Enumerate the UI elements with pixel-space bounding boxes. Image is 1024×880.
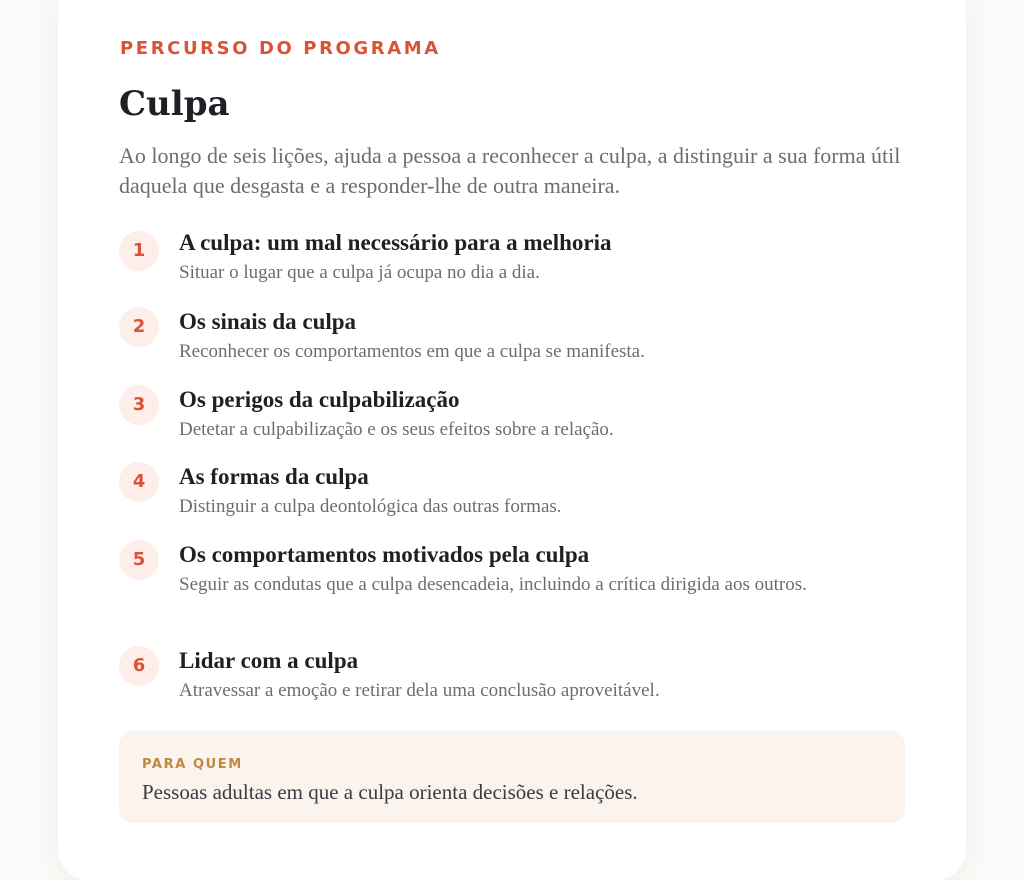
lesson-title: A culpa: um mal necessário para a melhoria — [179, 230, 612, 255]
audience-box — [119, 731, 905, 823]
lesson-number-badge: 1 — [119, 231, 159, 271]
lesson-number-badge: 4 — [119, 462, 159, 502]
lesson-number-badge: 2 — [119, 307, 159, 347]
lesson-description: Situar o lugar que a culpa já ocupa no dia a dia. — [179, 262, 540, 283]
lesson-description: Atravessar a emoção e retirar dela uma conclusão aproveitável. — [179, 680, 660, 701]
lesson-number-badge: 5 — [119, 540, 159, 580]
lesson-title: Os perigos da culpabilização — [179, 387, 460, 412]
audience-text: Pessoas adultas em que a culpa orienta decisões e relações. — [142, 780, 638, 804]
program-intro: Ao longo de seis lições, ajuda a pessoa a reconhecer a culpa, a distinguir a sua forma útil daquela que desgasta e a responder-lhe de outra maneira. — [119, 143, 901, 198]
lesson-title: Os comportamentos motivados pela culpa — [179, 542, 590, 567]
section-eyebrow: PERCURSO DO PROGRAMA — [120, 38, 441, 59]
lesson-title: Lidar com a culpa — [179, 648, 359, 673]
lesson-description: Distinguir a culpa deontológica das outras formas. — [179, 496, 562, 517]
lesson-description: Reconhecer os comportamentos em que a culpa se manifesta. — [179, 341, 645, 362]
lesson-description: Detetar a culpabilização e os seus efeitos sobre a relação. — [179, 419, 614, 440]
audience-label: PARA QUEM — [142, 757, 243, 772]
lesson-title: Os sinais da culpa — [179, 309, 357, 334]
lesson-number-badge: 6 — [119, 646, 159, 686]
lesson-description: Seguir as condutas que a culpa desencadeia, incluindo a crítica dirigida aos outros. — [179, 574, 807, 595]
program-title: Culpa — [119, 84, 230, 124]
lesson-number-badge: 3 — [119, 385, 159, 425]
lesson-title: As formas da culpa — [179, 464, 369, 489]
